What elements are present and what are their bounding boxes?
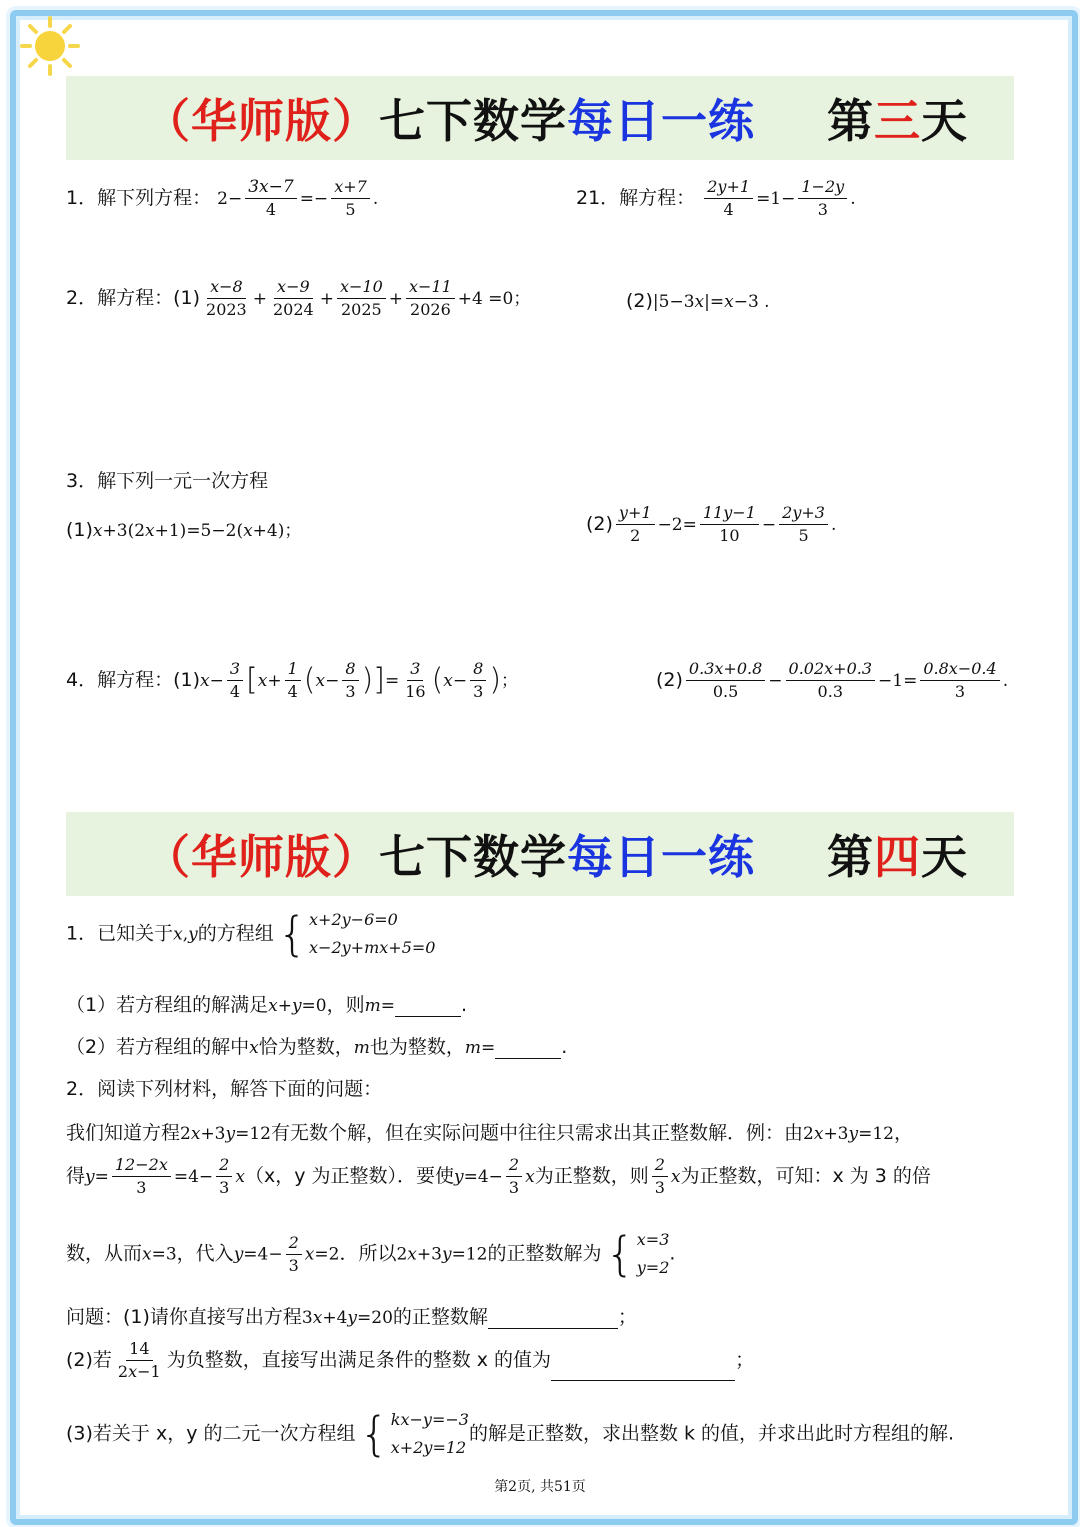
- d4-p3-c: ．所以: [339, 1242, 397, 1265]
- banner-day-c: 天: [921, 94, 968, 148]
- banner-blue: 每日一练: [567, 830, 755, 884]
- banner-blue: 每日一练: [567, 94, 755, 148]
- banner-mid: 七下数学: [379, 94, 567, 148]
- page-frame: [10, 10, 1078, 1525]
- d4-qc-text2: 的解是正整数，求出整数 k 的值，并求出此时方程组的解.: [468, 1422, 955, 1445]
- banner-day-c: 天: [921, 830, 968, 884]
- d4-q1-sub2-b: 恰为整数，: [258, 1036, 354, 1058]
- banner-prefix: （华师版）: [144, 94, 379, 148]
- d4-p2-b: （x，y 为正整数）．要使: [244, 1165, 454, 1187]
- d4-p2-a: 得: [66, 1165, 86, 1187]
- banner-day-b: 三: [874, 94, 921, 148]
- banner-day-a: 第: [827, 94, 874, 148]
- page-footer: 第2页, 共51页: [494, 1479, 586, 1495]
- day3-banner: [66, 76, 1014, 160]
- d4-qb-text2: 为负整数，直接写出满足条件的整数 x 的值为: [166, 1349, 552, 1371]
- q3-part1: (1)x+3(2x+1)=5−2(x+4)；: [66, 519, 302, 541]
- d4-p2-c: 为正整数，则: [534, 1165, 649, 1187]
- q2-label: 2．解方程：(1): [66, 287, 201, 309]
- banner-day-b: 四: [874, 830, 921, 884]
- answer-blank[interactable]: [395, 998, 461, 1017]
- q1-line: 1．解下列方程： 2− $\frac{3x-7}{4}$ =− $\frac{x+7}{5}$ .: [66, 177, 379, 219]
- d4-qc-text: (3)若关于 x，y 的二元一次方程组: [66, 1422, 356, 1445]
- q3-title: 3．解下列一元一次方程: [66, 470, 269, 492]
- d4-p3-b: ，代入: [176, 1242, 234, 1265]
- answer-blank[interactable]: [488, 1310, 618, 1329]
- d4-q1-sub1-b: ，则: [326, 994, 365, 1016]
- q1-label: 1．解下列方程：: [66, 187, 212, 209]
- q3-part2: (2) $\frac{y+1}{2}$ −2= $\frac{11y-1}{10}$ − $\frac{2y+3}{5}$ .: [586, 503, 837, 545]
- d4-q1-text: 1．已知关于: [66, 922, 174, 945]
- d4-qa-text2: 的正整数解: [392, 1306, 488, 1328]
- d4-q1-sub1-a: （1）若方程组的解满足: [66, 994, 269, 1016]
- answer-blank[interactable]: [551, 1362, 735, 1381]
- d4-p2-d: 为正整数，可知：x 为 3 的倍: [680, 1165, 931, 1187]
- d4-p3: 数，从而x=3，代入y=4− $\frac{2}{3}$ x=2．所以2x+3y=12的正整数解为 { x=3 y=2 .: [66, 1227, 676, 1281]
- d4-qa-text: 问题：(1)请你直接写出方程: [66, 1306, 302, 1328]
- d4-qc: (3)若关于 x，y 的二元一次方程组 { kx−y=−3 x+2y=12 的解是正整数，求出整数 k 的值，并求出此时方程组的解.: [66, 1407, 955, 1461]
- d4-q1: 1．已知关于x,y的方程组 { x+2y−6=0 x−2y+mx+5=0: [66, 907, 436, 961]
- q3-p1-label: (1): [66, 519, 93, 541]
- d4-q1-text2: 的方程组: [197, 922, 274, 945]
- q4-label: 4．解方程：(1): [66, 669, 201, 691]
- d4-p1-a: 我们知道方程: [66, 1122, 181, 1144]
- q21-line: 21．解方程： $\frac{2y+1}{4}$ =1− $\frac{1-2y}{3}$ .: [576, 177, 856, 219]
- d4-qb: (2)若 $\frac{14}{2x-1}$ 为负整数，直接写出满足条件的整数 x 的值为 ；: [66, 1339, 755, 1381]
- d4-q1-sub2-c: 也为整数，: [369, 1036, 465, 1058]
- d4-p3-a: 数，从而: [66, 1242, 143, 1265]
- d4-p2: 得y= $\frac{12-2x}{3}$ =4− $\frac{2}{3}$ x（x，y 为正整数）．要使y=4− $\frac{2}{3}$ x为正整数，则 $\frac{2}{3}$ x为正整数，可知：x 为 3 的倍: [66, 1155, 931, 1197]
- d4-q1-sub1: （1）若方程组的解满足x+y=0，则m= .: [66, 994, 468, 1016]
- banner-prefix: （华师版）: [144, 830, 379, 884]
- sun-icon: [18, 14, 82, 78]
- q2-line: 2．解方程：(1) $\frac{x-8}{2023}$ + $\frac{x-9}{2024}$ + $\frac{x-10}{2025}$ + $\frac{x-11}{2026}$ +4 =0；: [66, 277, 531, 319]
- d4-qb-text: (2)若: [66, 1349, 112, 1371]
- q4-part1: 4．解方程：(1)x− $\frac{3}{4}$ [x+ $\frac{1}{4}$ (x− $\frac{8}{3}$ )]= $\frac{3}{16}$ (x− $\frac{8}{3}$ )；: [66, 659, 519, 701]
- q3-p2-label: (2): [586, 513, 613, 535]
- d4-p3-d: 的正整数解为: [487, 1242, 602, 1265]
- d4-p1-b: 有无数个解，但在实际问题中往往只需求出其正整数解．例：由: [271, 1122, 804, 1144]
- d4-qa: 问题：(1)请你直接写出方程3x+4y=20的正整数解 ；: [66, 1306, 637, 1328]
- day4-banner: [66, 812, 1014, 896]
- d4-q1-sub2-a: （2）若方程组的解中: [66, 1036, 250, 1058]
- d4-p1: 我们知道方程2x+3y=12有无数个解，但在实际问题中往往只需求出其正整数解．例：由2x+3y=12，: [66, 1122, 914, 1144]
- answer-blank[interactable]: [495, 1040, 561, 1059]
- q4-part2: (2) $\frac{0.3x+0.8}{0.5}$ − $\frac{0.02x+0.3}{0.3}$ −1= $\frac{0.8x-0.4}{3}$ .: [656, 659, 1009, 701]
- q2-part2: (2)|5−3x|=x−3 .: [626, 290, 770, 312]
- q21-label: 21．解方程：: [576, 187, 696, 209]
- d4-q1-sub2: （2）若方程组的解中x恰为整数，m也为整数，m= .: [66, 1036, 568, 1058]
- banner-mid: 七下数学: [379, 830, 567, 884]
- q2-part2-label: (2): [626, 290, 653, 312]
- banner-day-a: 第: [827, 830, 874, 884]
- q4-p2-label: (2): [656, 669, 683, 691]
- d4-q2-title: 2．阅读下列材料，解答下面的问题：: [66, 1078, 383, 1100]
